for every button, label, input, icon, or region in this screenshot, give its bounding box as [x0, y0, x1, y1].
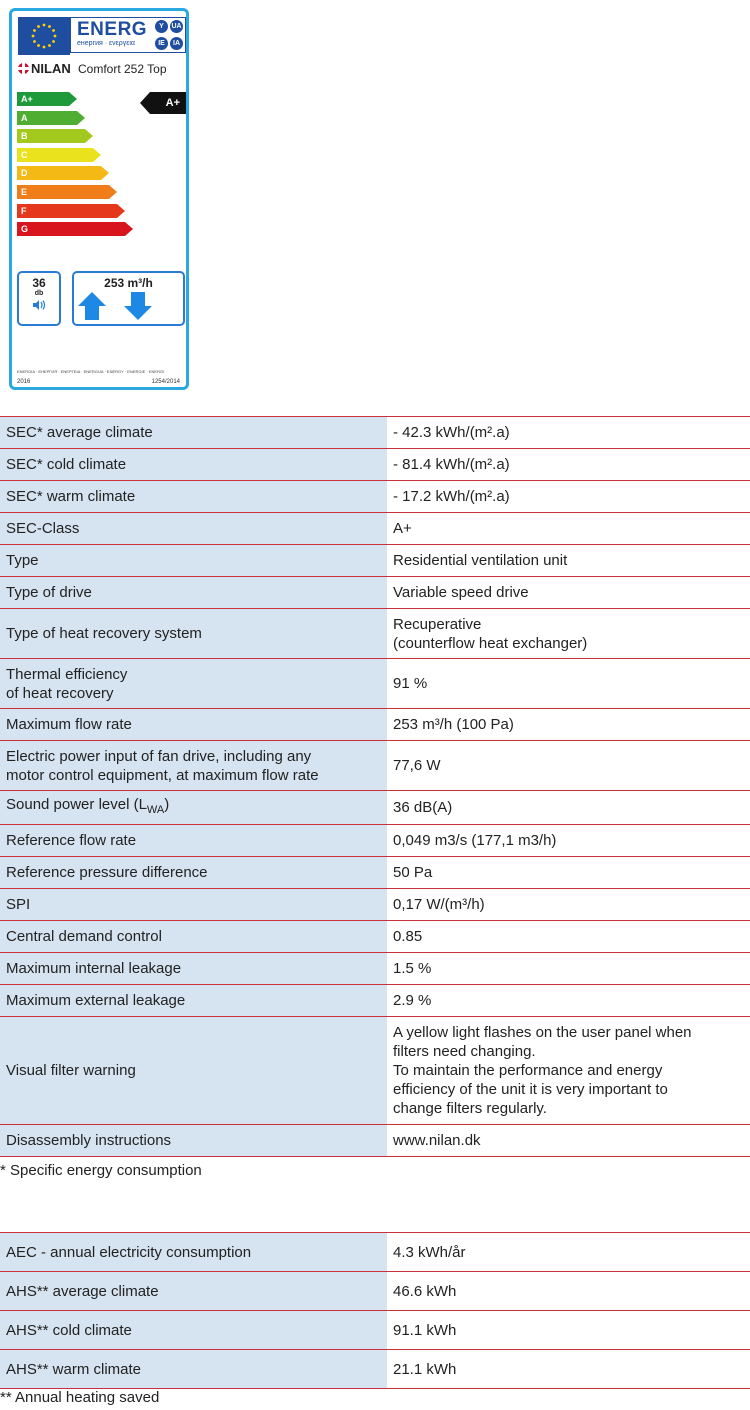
row-label-text: Maximum internal leakage: [6, 960, 182, 977]
model-name: Comfort 252 Top: [78, 62, 167, 76]
row-label: [0, 921, 387, 953]
row-value: [387, 709, 750, 741]
eu-star: [52, 40, 55, 43]
energy-class-bar: B: [17, 129, 85, 143]
eu-flag-icon: [18, 17, 70, 55]
row-value: [387, 1233, 750, 1272]
row-label: [0, 417, 387, 449]
energ-subtitle: енергия · ενεργεια: [77, 40, 135, 47]
table-row: [0, 577, 750, 609]
row-value: [387, 791, 750, 825]
row-label: [0, 825, 387, 857]
row-value-text: 21.1 kWh: [393, 1360, 457, 1378]
row-label: [0, 1233, 387, 1272]
row-label: [0, 481, 387, 513]
table-row: [0, 791, 750, 825]
row-value: [387, 417, 750, 449]
row-value-text: 4.3 kWh/år: [393, 1243, 466, 1261]
table-row: [0, 825, 750, 857]
row-value-text: 2.9 %: [393, 992, 432, 1009]
energy-class-bar: G: [17, 222, 125, 236]
row-label-text: SEC* average climate: [6, 424, 153, 441]
row-value: [387, 1272, 750, 1311]
lang-badge: IE: [155, 37, 168, 50]
row-value: [387, 481, 750, 513]
lang-badge: IA: [170, 37, 183, 50]
table-row: [0, 953, 750, 985]
row-label: [0, 1125, 387, 1157]
airflow-arrows-icon: [74, 290, 183, 322]
row-label: [0, 609, 387, 659]
energy-class-bar: F: [17, 204, 117, 218]
energy-class-bar: D: [17, 166, 101, 180]
row-value: [387, 921, 750, 953]
eu-star: [32, 35, 35, 38]
table-row: [0, 1125, 750, 1157]
table-row: [0, 857, 750, 889]
row-value: [387, 577, 750, 609]
row-label-text: Reference pressure difference: [6, 864, 208, 881]
row-value-text: 0.85: [393, 928, 423, 945]
danish-flag-icon: [18, 63, 29, 74]
rating-arrow: A+: [150, 92, 186, 114]
eu-star: [33, 29, 36, 32]
row-label-text: Type of drive: [6, 584, 92, 601]
eu-star: [37, 25, 40, 28]
row-label: [0, 1350, 387, 1389]
table-row: [0, 741, 750, 791]
row-value-text: A yellow light flashes on the user panel when filters need changing. To maintain the performance and energy efficiency of the unit it is very important to change filters regularly.: [393, 1024, 692, 1117]
label-regulation: 1254/2014: [151, 379, 180, 385]
footnote-ahs: ** Annual heating saved: [0, 1389, 160, 1406]
eu-star: [43, 24, 46, 27]
eu-star: [33, 40, 36, 43]
row-value-text: A+: [393, 520, 412, 537]
row-value: [387, 545, 750, 577]
row-label: [0, 1272, 387, 1311]
energy-class-bar: C: [17, 148, 93, 162]
row-label-text: Reference flow rate: [6, 832, 137, 849]
row-label-text: AHS** cold climate: [6, 1321, 132, 1339]
row-value-text: - 17.2 kWh/(m².a): [393, 488, 510, 505]
row-label: [0, 985, 387, 1017]
flow-box: [72, 271, 185, 326]
row-label: [0, 513, 387, 545]
row-value: [387, 889, 750, 921]
row-label-text: Type of heat recovery system: [6, 625, 202, 642]
label-footer-languages: ENERGIA · ЕНЕРГИЯ · ΕΝΕΡΓΕΙΑ · ENERGIJA · ENERGY · ENERGIE · ENERGI: [17, 369, 165, 374]
energy-class-bar: A+: [17, 92, 69, 106]
brand-name: NILAN: [31, 61, 71, 76]
row-label-subscript: WA: [146, 804, 165, 816]
table-row: [0, 1350, 750, 1389]
row-value: [387, 1125, 750, 1157]
row-label: [0, 545, 387, 577]
speaker-icon: [19, 299, 59, 314]
row-label: [0, 449, 387, 481]
flow-value: 253 m³/h: [104, 276, 153, 290]
row-label: [0, 1017, 387, 1125]
table-row: [0, 889, 750, 921]
row-value: [387, 449, 750, 481]
table-row: [0, 709, 750, 741]
row-value-text: - 42.3 kWh/(m².a): [393, 424, 510, 441]
row-value: [387, 513, 750, 545]
row-label-text: AEC - annual electricity consumption: [6, 1243, 252, 1261]
row-value-text: 0,17 W/(m³/h): [393, 896, 485, 913]
row-value: [387, 985, 750, 1017]
table-row: [0, 1272, 750, 1311]
row-label: [0, 857, 387, 889]
row-value-text: 91.1 kWh: [393, 1321, 457, 1339]
row-value: [387, 741, 750, 791]
row-label-text: Type: [6, 552, 39, 569]
table-row: [0, 659, 750, 709]
energ-word: ENERG: [77, 19, 148, 40]
label-header: [18, 17, 186, 57]
row-value-text: - 81.4 kWh/(m².a): [393, 456, 510, 473]
row-value: [387, 1350, 750, 1389]
eu-star: [43, 46, 46, 49]
table-row: [0, 985, 750, 1017]
energy-class-bar: A: [17, 111, 77, 125]
energ-box: [70, 17, 186, 53]
row-label: [0, 889, 387, 921]
row-label-text: Disassembly instructions: [6, 1132, 172, 1149]
row-label: [0, 791, 387, 825]
row-value-text: Recuperative (counterflow heat exchanger): [393, 615, 588, 652]
lang-badge: Y: [155, 20, 168, 33]
row-value-text: Residential ventilation unit: [393, 552, 568, 569]
table-row: [0, 513, 750, 545]
spec-table: [0, 416, 750, 1157]
row-value-text: 77,6 W: [393, 757, 441, 774]
eu-star: [48, 44, 51, 47]
row-label-text: SEC* warm climate: [6, 488, 136, 505]
row-label-text: Electric power input of fan drive, including any motor control equipment, at maximum flow rate: [6, 747, 319, 784]
row-value-text: 50 Pa: [393, 864, 433, 881]
row-label-text: SPI: [6, 896, 31, 913]
row-label-text: SEC-Class: [6, 520, 80, 537]
sound-box: [17, 271, 61, 326]
row-label-text: Thermal efficiency of heat recovery: [6, 665, 128, 702]
table-row: [0, 481, 750, 513]
energy-class-bar: E: [17, 185, 109, 199]
table-row: [0, 1311, 750, 1350]
row-value-text: 1.5 %: [393, 960, 432, 977]
row-label-text: Maximum flow rate: [6, 716, 132, 733]
brand-row: [18, 61, 186, 77]
row-value-text: 0,049 m3/s (177,1 m3/h): [393, 832, 557, 849]
row-label: [0, 709, 387, 741]
table-row: [0, 1233, 750, 1272]
row-value-text: 253 m³/h (100 Pa): [393, 716, 514, 733]
row-value-text: 91 %: [393, 675, 428, 692]
eu-star: [52, 29, 55, 32]
sound-value: 36: [32, 276, 46, 290]
table-row: [0, 545, 750, 577]
row-value-text: www.nilan.dk: [393, 1132, 481, 1149]
row-value-text: 36 dB(A): [393, 799, 453, 816]
row-value: [387, 953, 750, 985]
row-label-text: AHS** warm climate: [6, 1360, 142, 1378]
row-label-text: AHS** average climate: [6, 1282, 159, 1300]
row-label: [0, 577, 387, 609]
aec-table: [0, 1232, 750, 1389]
table-row: [0, 1017, 750, 1125]
sound-unit: db: [34, 290, 44, 297]
table-row: [0, 921, 750, 953]
row-value-text: Variable speed drive: [393, 584, 529, 601]
table-row: [0, 609, 750, 659]
row-label: [0, 953, 387, 985]
row-value: [387, 825, 750, 857]
row-value: [387, 1311, 750, 1350]
table-row: [0, 449, 750, 481]
eu-star: [54, 35, 57, 38]
row-label-text: Maximum external leakage: [6, 992, 186, 1009]
row-label-text: SEC* cold climate: [6, 456, 127, 473]
footnote-sec: * Specific energy consumption: [0, 1162, 202, 1179]
eu-star: [37, 44, 40, 47]
row-label: [0, 741, 387, 791]
row-value: [387, 857, 750, 889]
label-year: 2016: [17, 379, 31, 385]
row-value: [387, 659, 750, 709]
lang-badge: UA: [170, 20, 183, 33]
energy-label: [9, 8, 189, 390]
table-row: [0, 417, 750, 449]
row-label-text: Visual filter warning: [6, 1062, 136, 1079]
row-label: [0, 659, 387, 709]
row-value-text: 46.6 kWh: [393, 1282, 457, 1300]
row-label: [0, 1311, 387, 1350]
row-label-text: Central demand control: [6, 928, 162, 945]
row-value: [387, 1017, 750, 1125]
row-value: [387, 609, 750, 659]
row-label-tail: ): [164, 796, 170, 813]
eu-star: [48, 25, 51, 28]
row-label-text: Sound power level (L: [6, 796, 147, 813]
